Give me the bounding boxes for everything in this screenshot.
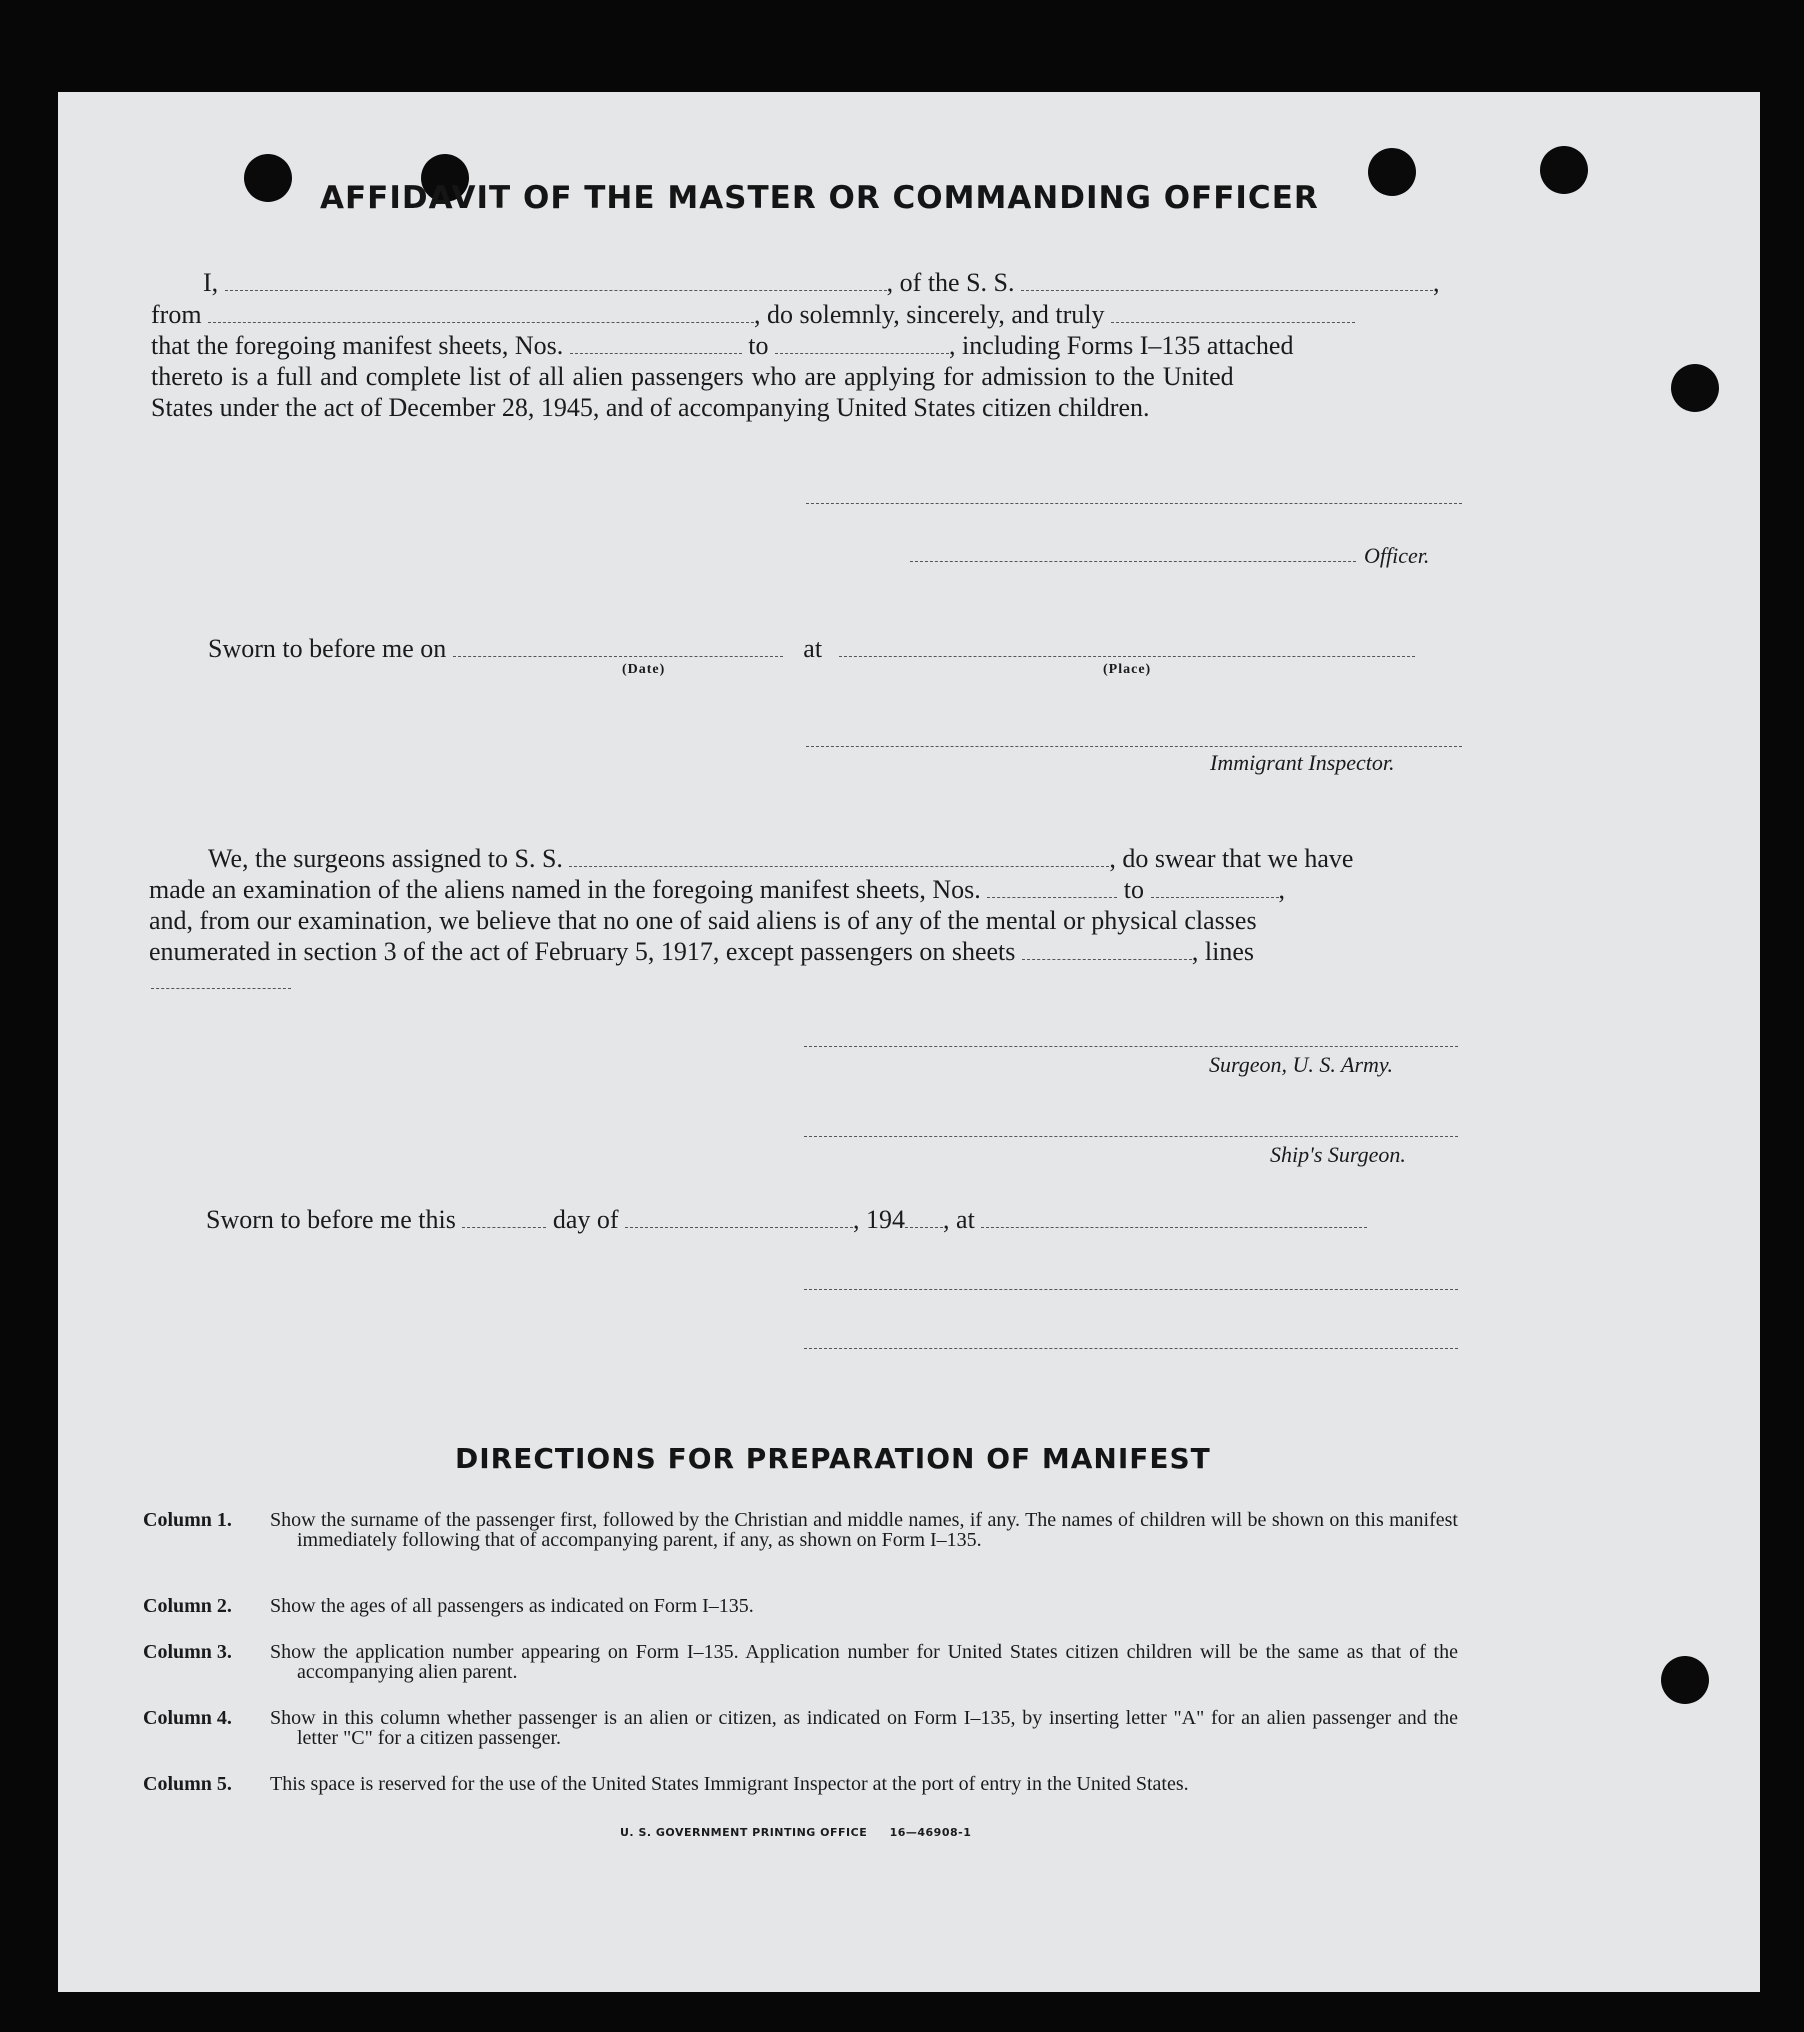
army-surgeon-signature-line[interactable] (804, 1046, 1458, 1047)
sworn-line-1 (208, 634, 1415, 664)
column-1-text (270, 1510, 1458, 1550)
surgeons-line-2 (149, 875, 1285, 905)
text: , do solemnly, sincerely, and truly (754, 300, 1105, 329)
sworn-signature-line-1[interactable] (804, 1289, 1458, 1290)
sworn-year-blank[interactable] (905, 1227, 943, 1228)
text: , (1278, 875, 1285, 904)
except-sheets-blank[interactable] (1022, 959, 1192, 960)
army-surgeon-label: Surgeon, U. S. Army. (1209, 1052, 1393, 1077)
affidavit-line-5: States under the act of December 28, 1945, and of accompanying United States citizen children. (151, 393, 1150, 422)
printer-imprint (620, 1826, 971, 1839)
column-3-text (270, 1642, 1458, 1682)
master-name-blank[interactable] (225, 290, 887, 291)
text: , including Forms I–135 attached (949, 331, 1294, 360)
text: enumerated in section 3 of the act of February 5, 1917, except passengers on sheets (149, 937, 1016, 966)
master-signature-line[interactable] (806, 503, 1462, 504)
column-4-label: Column 4. (143, 1707, 232, 1729)
punch-hole-top-4 (1540, 146, 1588, 194)
sheet-from-blank[interactable] (570, 353, 742, 354)
sworn-at-blank[interactable] (981, 1227, 1367, 1228)
text: that the foregoing manifest sheets, Nos. (151, 331, 564, 360)
affidavit-line-3 (151, 331, 1293, 361)
officer-signature-line[interactable] (910, 561, 1356, 562)
inspector-label: Immigrant Inspector. (1210, 750, 1395, 775)
text: Sworn to before me this (206, 1205, 456, 1234)
text: , (1433, 268, 1440, 297)
officer-label: Officer. (1364, 543, 1430, 568)
printer-name: U. S. GOVERNMENT PRINTING OFFICE (620, 1826, 868, 1839)
ship-surgeon-label: Ship's Surgeon. (1270, 1142, 1406, 1167)
except-lines-blank[interactable] (151, 988, 291, 989)
column-5-label: Column 5. (143, 1773, 232, 1795)
column-2-label: Column 2. (143, 1595, 232, 1617)
text: , lines (1191, 937, 1255, 966)
punch-hole-right-1 (1671, 364, 1719, 412)
column-2-text (270, 1596, 1458, 1616)
text: Show the application number appearing on Form I–135. Application number for United States citizen children will be the same as that of the accompanying alien parent. (270, 1641, 1458, 1683)
affidavit-line-2 (151, 300, 1355, 330)
sworn-place-blank[interactable] (839, 656, 1415, 657)
text: made an examination of the aliens named in the foregoing manifest sheets, Nos. (149, 875, 981, 904)
text: I, (203, 268, 219, 297)
text: , 194 (853, 1205, 906, 1234)
directions-title: DIRECTIONS FOR PREPARATION OF MANIFEST (455, 1442, 1211, 1475)
text: Show the surname of the passenger first, followed by the Christian and middle names, if any. The names of children will be shown on this manifest immediately following that of accompanying parent, if any, as shown on Form I–135. (270, 1509, 1458, 1551)
oath-blank[interactable] (1111, 322, 1355, 323)
text: , at (943, 1205, 975, 1234)
text: at (803, 634, 823, 663)
sworn-day-blank[interactable] (462, 1227, 546, 1228)
punch-hole-top-1 (244, 154, 292, 202)
affidavit-title: AFFIDAVIT OF THE MASTER OR COMMANDING OFFICER (320, 180, 1319, 216)
affidavit-line-1 (203, 268, 1440, 298)
sworn-signature-line-2[interactable] (804, 1348, 1458, 1349)
punch-hole-top-3 (1368, 148, 1416, 196)
inspector-signature-line[interactable] (806, 746, 1462, 747)
ship-name-blank[interactable] (1021, 290, 1433, 291)
text: , do swear that we have (1109, 844, 1354, 873)
text: , of the S. S. (886, 268, 1015, 297)
sheet-to-blank[interactable] (775, 353, 949, 354)
sworn-month-blank[interactable] (625, 1227, 853, 1228)
affidavit-line-4: thereto is a full and complete list of all alien passengers who are applying for admission to the United (151, 362, 1234, 391)
form-code: 16—46908-1 (889, 1826, 972, 1839)
text: to (748, 331, 769, 360)
surgeon-ship-blank[interactable] (569, 866, 1109, 867)
text: from (151, 300, 202, 329)
text: We, the surgeons assigned to S. S. (208, 844, 563, 873)
text: to (1123, 875, 1144, 904)
text: Show in this column whether passenger is an alien or citizen, as indicated on Form I–135, by inserting letter "A" for an alien passenger and the letter "C" for a citizen passenger. (270, 1707, 1458, 1749)
date-caption: (Date) (622, 662, 666, 677)
sworn-date-blank[interactable] (453, 656, 783, 657)
surgeon-sheet-from-blank[interactable] (987, 897, 1117, 898)
surgeons-line-4 (149, 937, 1254, 967)
text: Sworn to before me on (208, 634, 447, 663)
text: Show the ages of all passengers as indicated on Form I–135. (270, 1595, 754, 1617)
sworn-line-2 (206, 1205, 1367, 1235)
column-3-label: Column 3. (143, 1641, 232, 1663)
place-caption: (Place) (1103, 662, 1152, 677)
column-5-text (270, 1774, 1458, 1794)
surgeons-line-1 (208, 844, 1353, 874)
surgeons-line-3: and, from our examination, we believe that no one of said aliens is of any of the mental or physical classes (149, 906, 1257, 935)
text: This space is reserved for the use of the United States Immigrant Inspector at the port of entry in the United States. (270, 1773, 1189, 1795)
text: day of (552, 1205, 619, 1234)
departure-port-blank[interactable] (208, 322, 754, 323)
ship-surgeon-signature-line[interactable] (804, 1136, 1458, 1137)
punch-hole-right-2 (1661, 1656, 1709, 1704)
column-1-label: Column 1. (143, 1509, 232, 1531)
column-4-text (270, 1708, 1458, 1748)
surgeon-sheet-to-blank[interactable] (1151, 897, 1279, 898)
